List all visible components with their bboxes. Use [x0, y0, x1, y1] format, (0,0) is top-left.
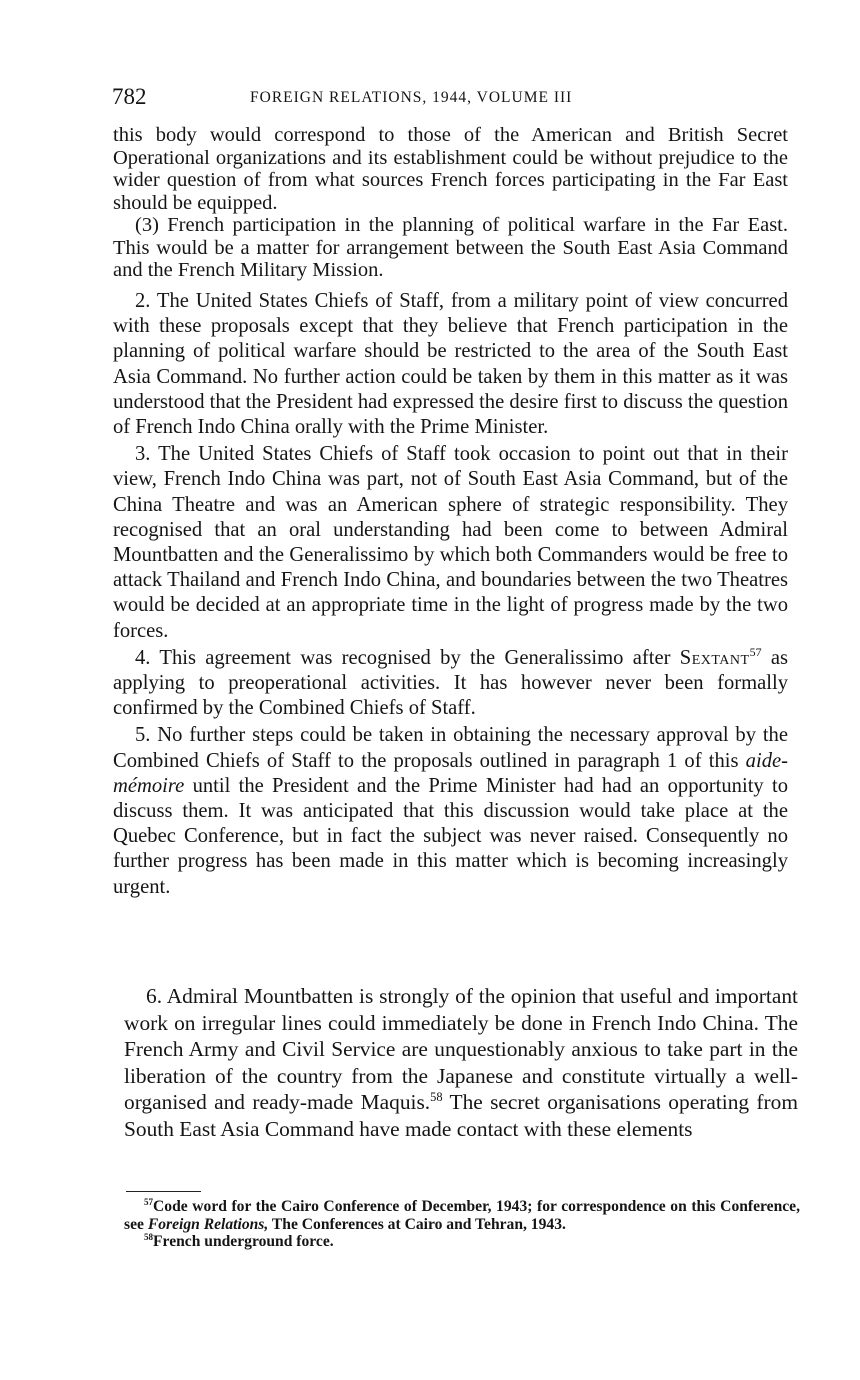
footnote-ref-57: 57 [749, 644, 762, 659]
paragraph-4 [113, 646, 788, 722]
paragraph-5-rest: until the President and the Prime Minister had had an opportunity to discuss them. It was anticipated that this discussion would take place at the Quebec Conference, but in fact the subject was never raised. Consequently no further progress has been made in this matter which is becoming increasingly urgent. [113, 774, 788, 898]
continuation-block [113, 124, 788, 282]
paragraph-5 [113, 723, 788, 899]
page-header [112, 84, 802, 110]
paragraph-6 [124, 983, 798, 1143]
paragraph-2: 2. The United States Chiefs of Staff, from a military point of view concurred with these proposals except that they believe that French participation in the planning of political warfare should be restricted to the area of the South East Asia Command. No further action could be taken by them in this matter as it was understood that the President had expressed the desire first to discuss the question of French Indo China orally with the Prime Minister. [113, 290, 788, 439]
item-3-text: (3) French participation in the planning of political warfare in the Far East. This would be a matter for arrangement between the South East Asia Command and the French Military Mission. [113, 214, 788, 281]
paragraph-3: 3. The United States Chiefs of Staff took occasion to point out that in their view, French Indo China was part, not of South East Asia Command, but of the China Theatre and was an American sphere of strategic responsibility. They recognised that an oral understanding had been come to between Admiral Mountbatten and the Generalissimo by which both Commanders would be free to attack Thailand and French Indo China, and boundaries between the two Theatres would be decided at an appropriate time in the light of progress made by the two forces. [113, 443, 788, 642]
footnote-58-text: French underground force. [153, 1233, 334, 1250]
footnote-divider [126, 1191, 201, 1192]
paragraph-4-rest: as applying to preoperational activities. It has however never been formally confirmed by the Combined Chiefs of Staff. [113, 646, 788, 720]
footnote-57-title: Foreign Relations, [147, 1215, 269, 1233]
main-paragraphs [113, 289, 788, 900]
running-head: FOREIGN RELATIONS, 1944, VOLUME III [250, 89, 573, 106]
footnote-58-marker: 58 [144, 1231, 154, 1242]
footnote-58 [124, 1233, 800, 1251]
footnote-57-lead: Code word for the Cairo Conference of December, 1943; for correspondence on this Conference, see [124, 1198, 800, 1233]
paragraph-6-lead: 6. Admiral Mountbatten is strongly of the opinion that useful and important work on irregular lines could immediately be done in French Indo China. The French Army and Civil Service are unquestionably anxious to take part in the liberation of the country from the Japanese and constitute virtually a well-organised and ready-made Maquis. [124, 984, 798, 1115]
continuation-text: this body would correspond to those of the American and British Secret Operational organizations and its establishment could be without prejudice to the wider question of from what sources French forces participating in the Far East should be equipped. [113, 124, 788, 214]
paragraph-6-block [124, 983, 798, 1143]
footnote-57 [124, 1198, 800, 1233]
footnote-ref-58: 58 [430, 1090, 443, 1105]
footnotes [124, 1198, 800, 1251]
aide-memoire-term: aide-mémoire [113, 749, 788, 797]
footnote-57-marker: 57 [144, 1196, 154, 1207]
page-number: 782 [112, 84, 147, 109]
paragraph-5-lead: 5. No further steps could be taken in obtaining the necessary approval by the Combined Chiefs of Staff to the proposals outlined in paragraph 1 of this [113, 724, 788, 772]
paragraph-6-rest: The secret organisations operating from South East Asia Command have made contact with these elements [124, 1090, 799, 1141]
sextant-codeword: Sextant [679, 646, 750, 669]
paragraph-4-lead: 4. This agreement was recognised by the Generalissimo after [135, 646, 671, 669]
footnote-57-rest: The Conferences at Cairo and Tehran, 1943. [271, 1215, 566, 1233]
